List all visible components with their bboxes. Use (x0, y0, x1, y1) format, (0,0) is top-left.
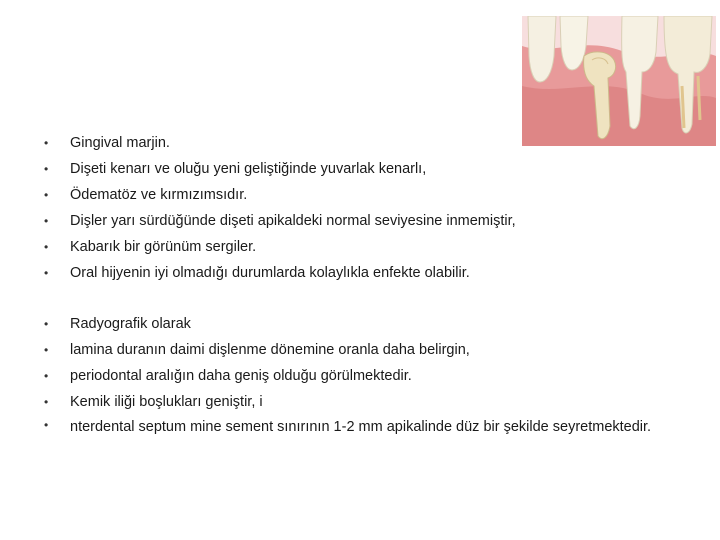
bullet: • (44, 214, 49, 228)
bullet: • (44, 188, 49, 202)
list-item (0, 337, 720, 363)
gingival-list (0, 130, 720, 286)
radiographic-list (0, 311, 720, 439)
list-item-text: Radyografik olarak (70, 316, 191, 332)
list-item (0, 130, 720, 156)
list-item-text: lamina duranın daimi dişlenme dönemine oranla daha belirgin, (70, 342, 470, 358)
list-item (0, 363, 720, 389)
teeth-photo (522, 16, 716, 146)
list-item (0, 208, 720, 234)
bullet: • (44, 418, 49, 432)
bullet: • (44, 369, 49, 383)
list-item-text: Kabarık bir görünüm sergiler. (70, 239, 257, 255)
list-item-text: Dişeti kenarı ve oluğu yeni geliştiğinde yuvarlak kenarlı, (70, 161, 427, 177)
list-item (0, 182, 720, 208)
list-item (0, 234, 720, 260)
bullet: • (44, 395, 49, 409)
teeth-illustration (522, 16, 716, 146)
list-item (0, 156, 720, 182)
list-item-text: Dişler yarı sürdüğünde dişeti apikaldeki normal seviyesine inmemiştir, (70, 213, 516, 229)
bullet: • (44, 162, 49, 176)
bullet: • (44, 136, 49, 150)
list-item (0, 415, 720, 439)
bullet: • (44, 266, 49, 280)
list-item-text: Kemik iliği boşlukları geniştir, i (70, 394, 263, 410)
bullet: • (44, 240, 49, 254)
list-item-text: periodontal aralığın daha geniş olduğu görülmektedir. (70, 368, 412, 384)
bullet: • (44, 343, 49, 357)
bullet: • (44, 317, 49, 331)
list-item (0, 311, 720, 337)
list-item (0, 389, 720, 415)
list-item-text: Gingival marjin. (70, 135, 170, 151)
list-item-text: Oral hijyenin iyi olmadığı durumlarda kolaylıkla enfekte olabilir. (70, 265, 470, 281)
list-item-text: Ödematöz ve kırmızımsıdır. (70, 187, 248, 203)
list-item (0, 260, 720, 286)
list-item-text: nterdental septum mine sement sınırının 1-2 mm apikalinde düz bir şekilde seyretmektedir. (70, 419, 652, 435)
